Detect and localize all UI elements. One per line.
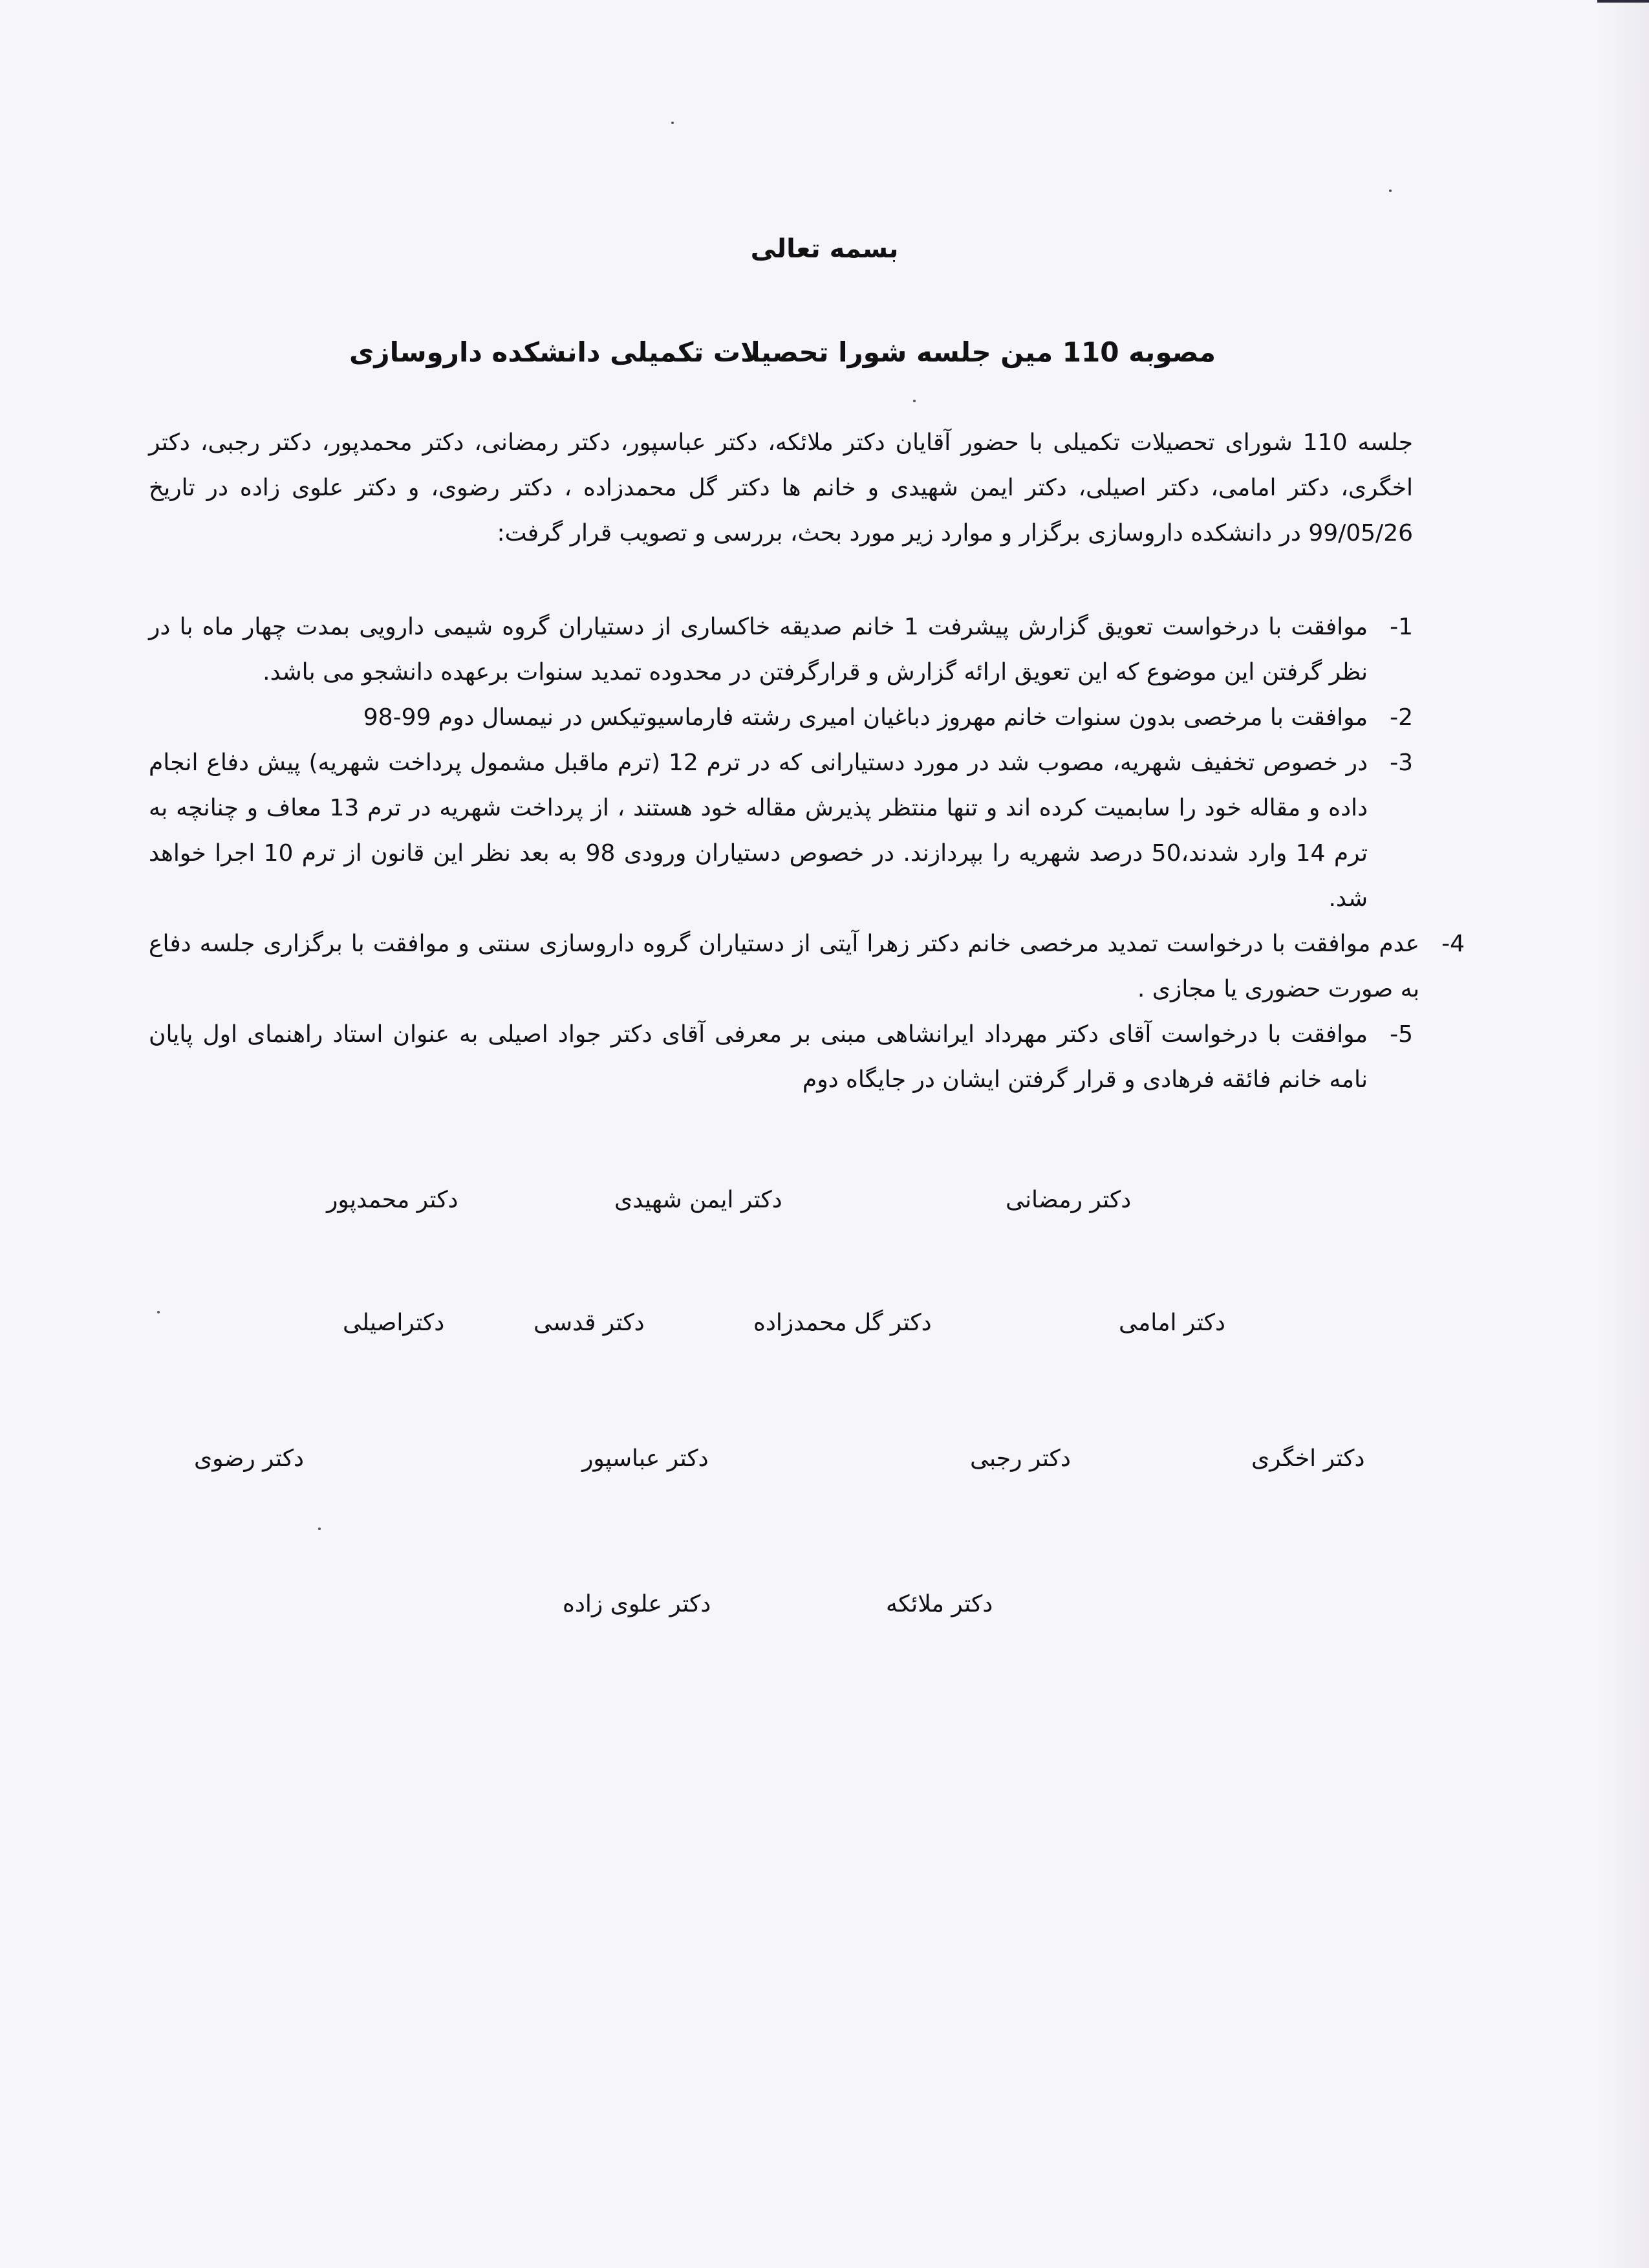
item-number: -4 [1441,931,1465,957]
signature-emami: دکتر امامی [1119,1310,1225,1336]
resolution-item-2 [149,695,1413,740]
signature-rajabi: دکتر رجبی [970,1445,1071,1472]
item-text: موافقت با درخواست آقای دکتر مهرداد ایرانشاهی مبنی بر معرفی آقای دکتر جواد اصیلی به عنوان استاد راهنمای اول پایان نامه خانم فائقه فرهادی و قرار گرفتن ایشان در جایگاه دوم [149,1021,1368,1093]
resolution-item-4 [149,922,1465,1012]
signature-razavi: دکتر رضوی [194,1445,305,1472]
signature-abbaspour: دکتر عباسپور [582,1445,709,1472]
signature-iman-shahidi: دکتر ایمن شهیدی [614,1187,782,1213]
scan-speck [671,122,674,124]
signature-alavizadeh: دکتر علوی زاده [563,1591,711,1617]
item-number: -5 [1390,1021,1413,1048]
item-number: -1 [1390,614,1413,640]
item-number: -2 [1390,704,1413,731]
signature-ramezani: دکتر رمضانی [1006,1187,1132,1213]
resolution-item-3 [149,740,1413,922]
intro-paragraph: جلسه 110 شورای تحصیلات تکمیلی با حضور آقایان دکتر ملائکه، دکتر عباسپور، دکتر رمضانی، دکتر محمدپور، دکتر رجبی، دکتر اخگری، دکتر امامی، دکتر اصیلی، دکتر ایمن شهیدی و خانم ها دکتر گل محمدزاده ، دکتر رضوی، و دکتر علوی زاده در تاریخ 99/05/26 در دانشکده داروسازی برگزار و موارد زیر مورد بحث، بررسی و تصویب قرار گرفت: [149,429,1414,546]
signature-ghodsi: دکتر قدسی [534,1310,645,1336]
basmala-heading: بسمه تعالی [750,234,899,264]
signature-asili: دکتراصیلی [343,1310,445,1336]
signature-golmohammadzadeh: دکتر گل محمدزاده [753,1310,932,1336]
resolution-item-5 [149,1012,1413,1103]
scan-speck [157,1311,160,1313]
page-edge-shadow [1597,0,1649,2268]
resolution-item-1 [149,605,1413,695]
item-number: -3 [1390,750,1413,776]
scan-speck [1389,189,1392,192]
item-text: عدم موافقت با درخواست تمدید مرخصی خانم دکتر زهرا آیتی از دستیاران گروه داروسازی سنتی و موافقت با برگزاری جلسه دفاع به صورت حضوری یا مجازی . [149,931,1419,1002]
item-text: موافقت با مرخصی بدون سنوات خانم مهروز دباغیان امیری رشته فارماسیوتیکس در نیمسال دوم 99-98 [363,704,1368,731]
document-title: مصوبه 110 مین جلسه شورا تحصیلات تکمیلی دانشکده داروسازی [349,336,1216,368]
item-text: در خصوص تخفیف شهریه، مصوب شد در مورد دستیارانی که در ترم 12 (ترم ماقبل مشمول پرداخت شهریه) پیش دفاع انجام داده و مقاله خود را سابمیت کرده اند و تنها منتظر پذیرش مقاله خود هستند ، از پرداخت شهریه در ترم 13 معاف و چنانچه به ترم 14 وارد شدند،50 درصد شهریه را بپردازند. در خصوص دستیاران ورودی 98 به بعد نظر این قانون از ترم 10 اجرا خواهد شد. [149,750,1368,912]
signature-akhgari: دکتر اخگری [1251,1445,1365,1472]
resolution-list [149,605,1465,1103]
item-text: موافقت با درخواست تعویق گزارش پیشرفت 1 خانم صدیقه خاکساری از دستیاران گروه شیمی دارویی بمدت چهار ماه با در نظر گرفتن این موضوع که این تعویق ارائه گزارش و قرارگرفتن در محدوده تمدید سنوات برعهده دانشجو می باشد. [149,614,1368,686]
signature-mohammadpour: دکتر محمدپور [327,1187,458,1213]
scan-speck [318,1528,321,1530]
scan-speck [913,400,916,402]
scan-corner-mark [1597,0,1649,3]
signature-malaekeh: دکتر ملائکه [886,1591,993,1617]
